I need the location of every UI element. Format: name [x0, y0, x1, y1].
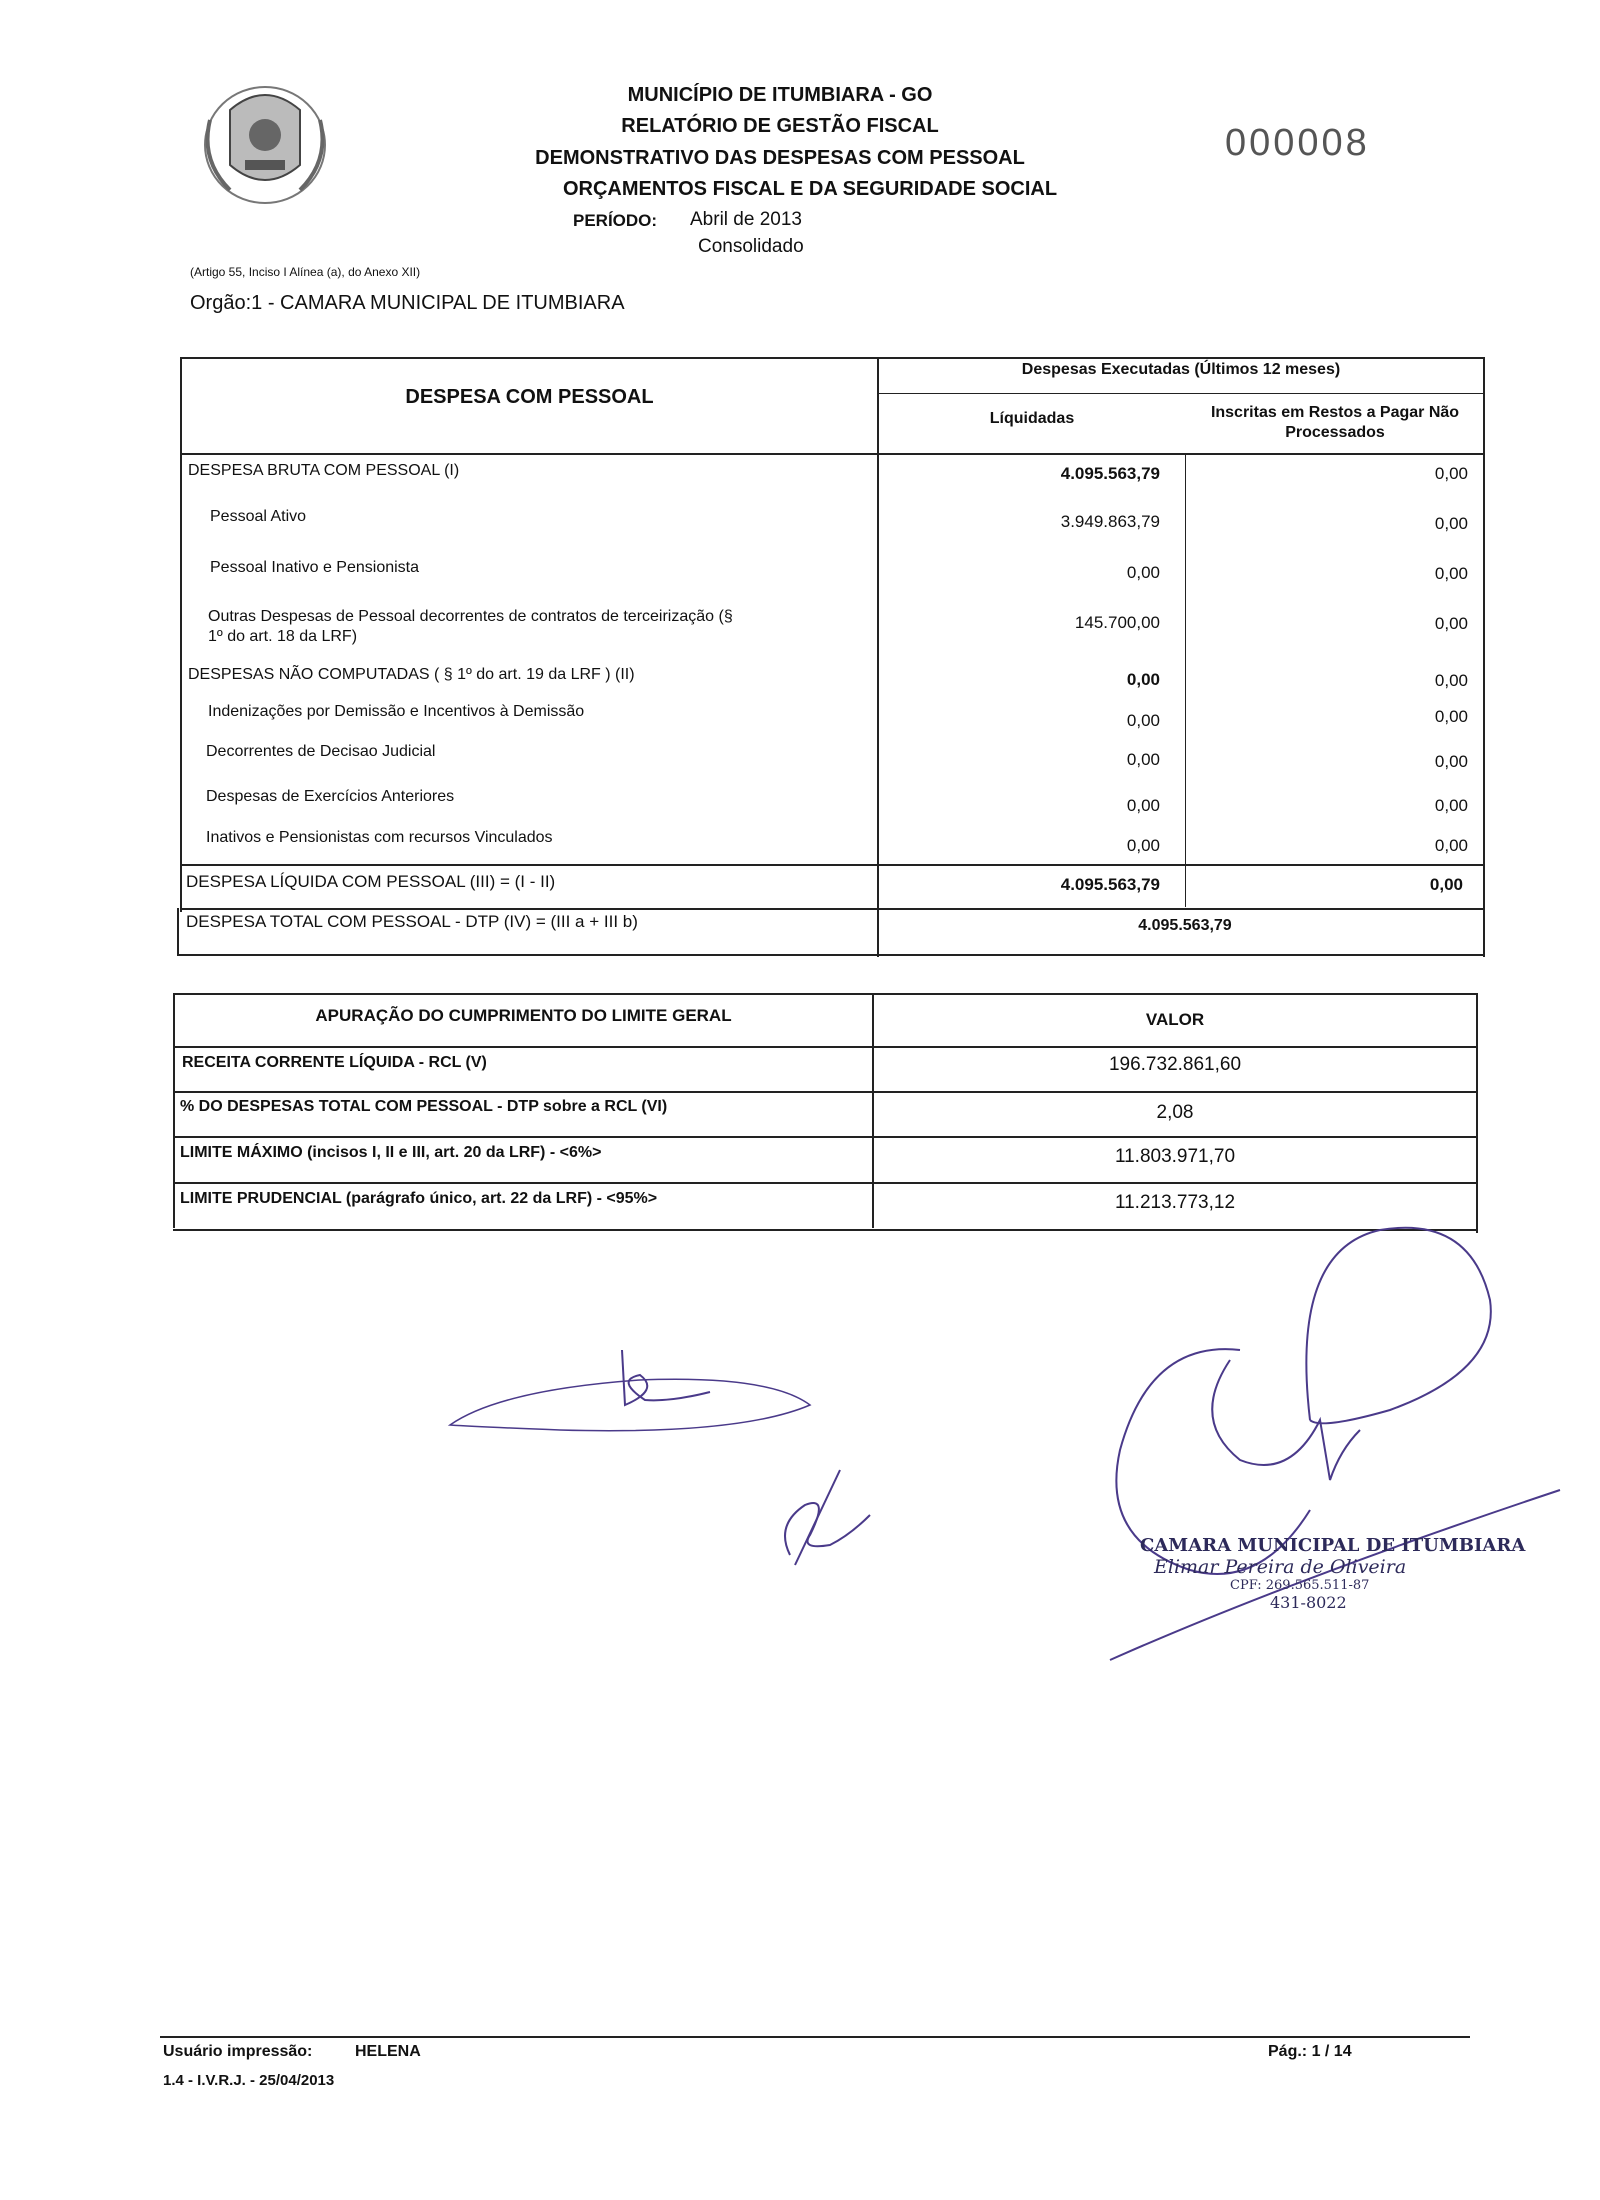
- liquida-row-liq: 4.095.563,79: [1060, 875, 1160, 894]
- table-row-insc: 0,00: [1434, 564, 1468, 583]
- liquida-row-label: DESPESA LÍQUIDA COM PESSOAL (III) = (I - II): [186, 872, 556, 891]
- footer-page-number: Pág.: 1 / 14: [1268, 2043, 1352, 2060]
- stamp-person-name: Elimar Pereira de Oliveira: [1154, 1556, 1407, 1578]
- valor-header: VALOR: [1145, 1010, 1205, 1029]
- table-row-label: Decorrentes de Decisao Judicial: [206, 743, 436, 760]
- liquida-row-insc: 0,00: [1429, 875, 1463, 894]
- footer-usuario-label: Usuário impressão:: [163, 2043, 313, 2060]
- official-stamp: [1140, 1535, 1526, 1612]
- table-row-label: Pessoal Ativo: [210, 508, 307, 525]
- table-row-value: 11.803.971,70: [1114, 1146, 1236, 1167]
- table-row-label: Outras Despesas de Pessoal decorrentes de contratos de terceirização (§: [208, 608, 733, 625]
- table-row-liq: 0,00: [1126, 563, 1160, 582]
- table-row-insc: 0,00: [1434, 836, 1468, 855]
- table-row-label: RECEITA CORRENTE LÍQUIDA - RCL (V): [182, 1054, 487, 1071]
- signature-initials: [770, 1465, 890, 1575]
- periodo-value: Abril de 2013: [690, 209, 802, 230]
- signature-left: [440, 1330, 840, 1450]
- page-stamp-number: 000008: [1225, 122, 1370, 164]
- consolidado-label: Consolidado: [698, 236, 804, 257]
- orcamentos-title: ORÇAMENTOS FISCAL E DA SEGURIDADE SOCIAL: [562, 178, 1058, 200]
- table-row-label: Pessoal Inativo e Pensionista: [210, 559, 420, 576]
- stamp-org-name: CAMARA MUNICIPAL DE ITUMBIARA: [1140, 1535, 1526, 1556]
- table-row-liq: 4.095.563,79: [1060, 464, 1160, 483]
- group-header: Despesas Executadas (Últimos 12 meses): [1021, 361, 1341, 378]
- periodo-label: PERÍODO:: [573, 211, 658, 230]
- total-row-value: 4.095.563,79: [1138, 917, 1232, 934]
- table-row-label-continued: 1º do art. 18 da LRF): [208, 628, 358, 645]
- table-row-label: Indenizações por Demissão e Incentivos à Demissão: [208, 703, 585, 720]
- table-row-liq: 145.700,00: [1074, 613, 1160, 632]
- table-row-insc: 0,00: [1434, 464, 1468, 483]
- table-row-label: LIMITE PRUDENCIAL (parágrafo único, art. 22 da LRF) - <95%>: [180, 1190, 658, 1207]
- table-row-label: DESPESA BRUTA COM PESSOAL (I): [188, 462, 460, 479]
- artigo-reference: (Artigo 55, Inciso I Alínea (a), do Anexo XII): [190, 265, 421, 279]
- report-title: RELATÓRIO DE GESTÃO FISCAL: [621, 115, 939, 137]
- footer-version: 1.4 - I.V.R.J. - 25/04/2013: [163, 2072, 335, 2089]
- stamp-phone: 431-8022: [1270, 1593, 1347, 1612]
- table-row-liq: 3.949.863,79: [1060, 512, 1160, 531]
- table-row-label: LIMITE MÁXIMO (incisos I, II e III, art. 20 da LRF) - <6%>: [180, 1144, 602, 1161]
- table-row-label: Inativos e Pensionistas com recursos Vinculados: [206, 829, 553, 846]
- despesa-table-title: DESPESA COM PESSOAL: [405, 386, 654, 408]
- table-row-insc: 0,00: [1434, 796, 1468, 815]
- table-row-liq: 0,00: [1126, 750, 1160, 769]
- table-row-value: 196.732.861,60: [1108, 1054, 1242, 1075]
- table-row-value: 2,08: [1156, 1102, 1194, 1123]
- col-liquidadas-header: Líquidadas: [989, 410, 1075, 427]
- table-row-liq: 0,00: [1126, 711, 1160, 730]
- limite-table-title: APURAÇÃO DO CUMPRIMENTO DO LIMITE GERAL: [315, 1006, 732, 1025]
- table-row-insc: 0,00: [1434, 671, 1468, 690]
- table-row-value: 11.213.773,12: [1114, 1192, 1236, 1213]
- table-row-liq: 0,00: [1126, 670, 1160, 689]
- table-row-insc: 0,00: [1434, 752, 1468, 771]
- table-row-label: DESPESAS NÃO COMPUTADAS ( § 1º do art. 19 da LRF ) (II): [188, 666, 635, 683]
- table-row-label: % DO DESPESAS TOTAL COM PESSOAL - DTP sobre a RCL (VI): [180, 1098, 668, 1115]
- total-row-label: DESPESA TOTAL COM PESSOAL - DTP (IV) = (III a + III b): [186, 912, 638, 931]
- table-row-insc: 0,00: [1434, 614, 1468, 633]
- table-row-label: Despesas de Exercícios Anteriores: [206, 788, 455, 805]
- orgao-label: Orgão:1 - CAMARA MUNICIPAL DE ITUMBIARA: [190, 292, 625, 314]
- municipality-title: MUNICÍPIO DE ITUMBIARA - GO: [627, 84, 933, 106]
- footer-usuario-value: HELENA: [355, 2043, 421, 2060]
- table-row-liq: 0,00: [1126, 796, 1160, 815]
- table-row-liq: 0,00: [1126, 836, 1160, 855]
- table-row-insc: 0,00: [1434, 707, 1468, 726]
- table-row-insc: 0,00: [1434, 514, 1468, 533]
- stamp-cpf: CPF: 269.565.511-87: [1230, 1578, 1370, 1593]
- municipal-coat-of-arms-icon: [190, 70, 340, 210]
- col-inscritas-header-1: Inscritas em Restos a Pagar Não: [1210, 404, 1460, 421]
- col-inscritas-header-2: Processados: [1285, 424, 1385, 441]
- demonstrativo-title: DEMONSTRATIVO DAS DESPESAS COM PESSOAL: [535, 147, 1025, 169]
